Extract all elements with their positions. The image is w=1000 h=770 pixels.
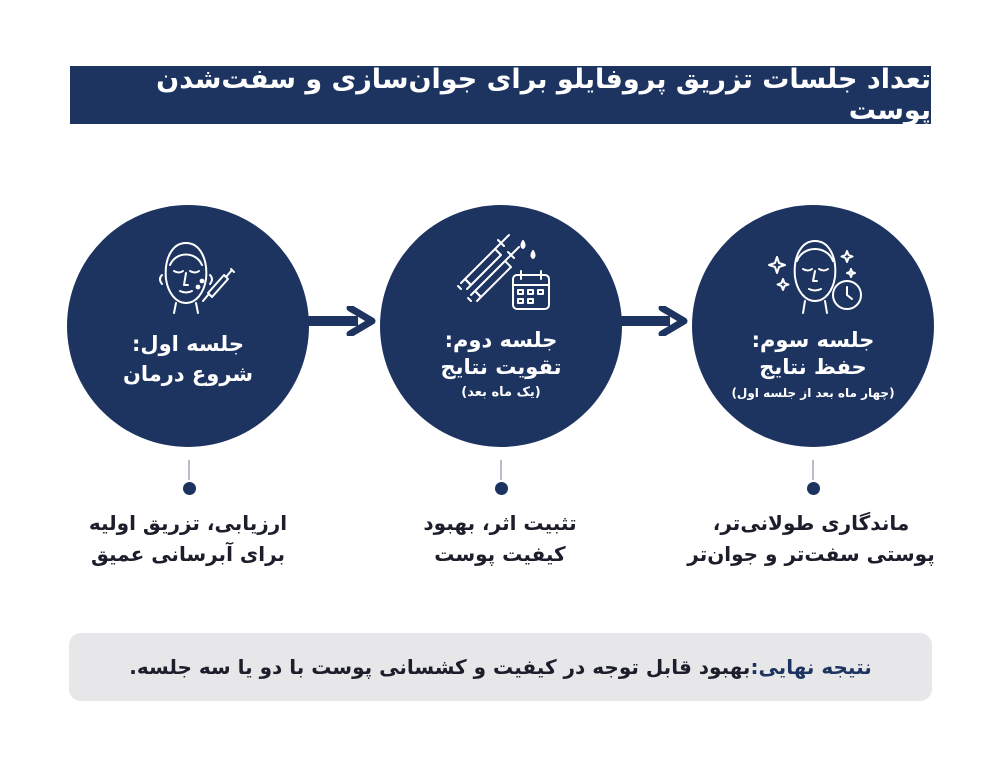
step-1-dot: [183, 482, 196, 495]
step-2-description-line2: کیفیت پوست: [434, 542, 566, 566]
arrow-right-icon: [618, 306, 688, 336]
step-3-label-line1: جلسه سوم:: [751, 328, 875, 352]
final-result-key: نتیجه نهایی:: [750, 655, 872, 679]
step-3-description: [666, 508, 956, 570]
final-result-box: [69, 633, 932, 701]
syringes-calendar-icon: [441, 229, 561, 315]
title-banner: [70, 66, 931, 124]
step-2-description: [355, 508, 645, 570]
step-3-dot: [807, 482, 820, 495]
step-1-description-line1: ارزیابی، تزریق اولیه: [88, 511, 288, 535]
step-2-connector: [500, 460, 502, 480]
step-1-circle: [67, 205, 309, 447]
face-injection-icon: [128, 229, 248, 315]
step-2-description-line1: تثبیت اثر، بهبود: [423, 511, 577, 535]
step-1-label-line1: جلسه اول:: [132, 332, 244, 356]
step-3-description-line2: پوستی سفت‌تر و جوان‌تر: [687, 542, 935, 566]
face-sparkle-clock-icon: [753, 229, 873, 315]
step-2-label-line2: تقویت نتایج: [440, 355, 562, 379]
step-2-label-line1: جلسه دوم:: [444, 328, 558, 352]
step-3-connector: [812, 460, 814, 480]
final-result-value: بهبود قابل توجه در کیفیت و کشسانی پوست با دو یا سه جلسه.: [129, 655, 751, 679]
page-title: تعداد جلسات تزریق پروفایلو برای جوان‌سازی و سفت‌شدن پوست: [156, 64, 931, 126]
step-1-description-line2: برای آبرسانی عمیق: [90, 542, 286, 566]
step-2-circle: [380, 205, 622, 447]
step-1-label-line2: شروع درمان: [122, 362, 254, 386]
step-2-sublabel: (یک ماه بعد): [461, 385, 541, 400]
step-3-sublabel: (چهار ماه بعد از جلسه اول): [731, 386, 895, 400]
arrow-right-icon: [306, 306, 376, 336]
step-1-description: [43, 508, 333, 570]
step-1-connector: [188, 460, 190, 480]
step-3-description-line1: ماندگاری طولانی‌تر،: [712, 511, 910, 535]
step-3-circle: [692, 205, 934, 447]
step-3-label-line2: حفظ نتایج: [759, 355, 867, 379]
step-2-dot: [495, 482, 508, 495]
